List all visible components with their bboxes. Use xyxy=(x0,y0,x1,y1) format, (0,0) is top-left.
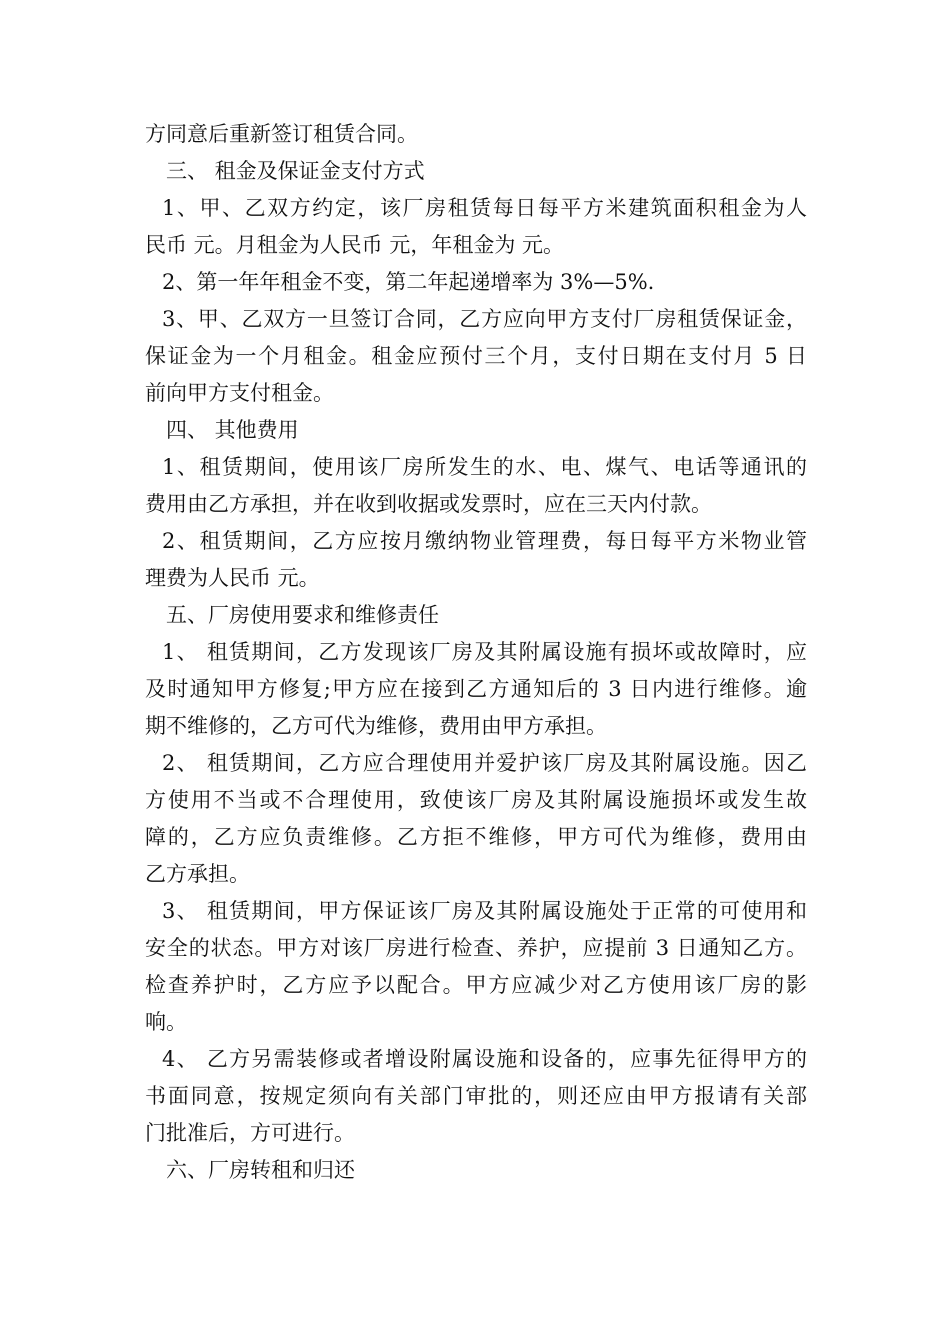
text-line: 响。 xyxy=(145,1010,187,1034)
text-line: 安全的状态。甲方对该厂房进行检查、养护，应提前 3 日通知乙方。 xyxy=(145,936,807,960)
text-line: 门批准后，方可进行。 xyxy=(145,1121,355,1145)
text-line: 方使用不当或不合理使用，致使该厂房及其附属设施损坏或发生故 xyxy=(145,788,807,812)
text-line: 4、 乙方另需装修或者增设附属设施和设备的，应事先征得甲方的 xyxy=(162,1047,807,1071)
text-line: 方同意后重新签订租赁合同。 xyxy=(145,122,418,146)
text-line: 3、甲、乙双方一旦签订合同，乙方应向甲方支付厂房租赁保证金， xyxy=(162,307,807,331)
text-line: 1、 租赁期间，乙方发现该厂房及其附属设施有损坏或故障时，应 xyxy=(162,640,807,664)
text-line: 期不维修的，乙方可代为维修，费用由甲方承担。 xyxy=(145,714,607,738)
section-heading: 四、 其他费用 xyxy=(166,418,299,442)
section-heading: 六、厂房转租和归还 xyxy=(166,1158,355,1182)
text-line: 2、租赁期间，乙方应按月缴纳物业管理费，每日每平方米物业管 xyxy=(162,529,807,553)
text-line: 检查养护时，乙方应予以配合。甲方应减少对乙方使用该厂房的影 xyxy=(145,973,807,997)
text-line: 书面同意，按规定须向有关部门审批的，则还应由甲方报请有关部 xyxy=(145,1084,807,1108)
text-line: 3、 租赁期间，甲方保证该厂房及其附属设施处于正常的可使用和 xyxy=(162,899,807,923)
text-line: 保证金为一个月租金。租金应预付三个月，支付日期在支付月 5 日 xyxy=(145,344,807,368)
text-line: 1、租赁期间，使用该厂房所发生的水、电、煤气、电话等通讯的 xyxy=(162,455,807,479)
document-body xyxy=(145,116,807,1189)
text-line: 理费为人民币 元。 xyxy=(145,566,320,590)
text-line: 及时通知甲方修复;甲方应在接到乙方通知后的 3 日内进行维修。逾 xyxy=(145,677,807,701)
text-line: 民币 元。月租金为人民币 元，年租金为 元。 xyxy=(145,233,565,257)
section-heading: 五、厂房使用要求和维修责任 xyxy=(166,603,439,627)
text-line: 前向甲方支付租金。 xyxy=(145,381,334,405)
text-line: 障的，乙方应负责维修。乙方拒不维修，甲方可代为维修，费用由 xyxy=(145,825,807,849)
text-line: 乙方承担。 xyxy=(145,862,250,886)
text-line: 费用由乙方承担，并在收到收据或发票时，应在三天内付款。 xyxy=(145,492,712,516)
text-line: 1、甲、乙双方约定，该厂房租赁每日每平方米建筑面积租金为人 xyxy=(162,196,807,220)
text-line: 2、第一年年租金不变，第二年起递增率为 3%—5%. xyxy=(162,270,655,294)
text-line: 2、 租赁期间，乙方应合理使用并爱护该厂房及其附属设施。因乙 xyxy=(162,751,807,775)
section-heading: 三、 租金及保证金支付方式 xyxy=(166,159,425,183)
